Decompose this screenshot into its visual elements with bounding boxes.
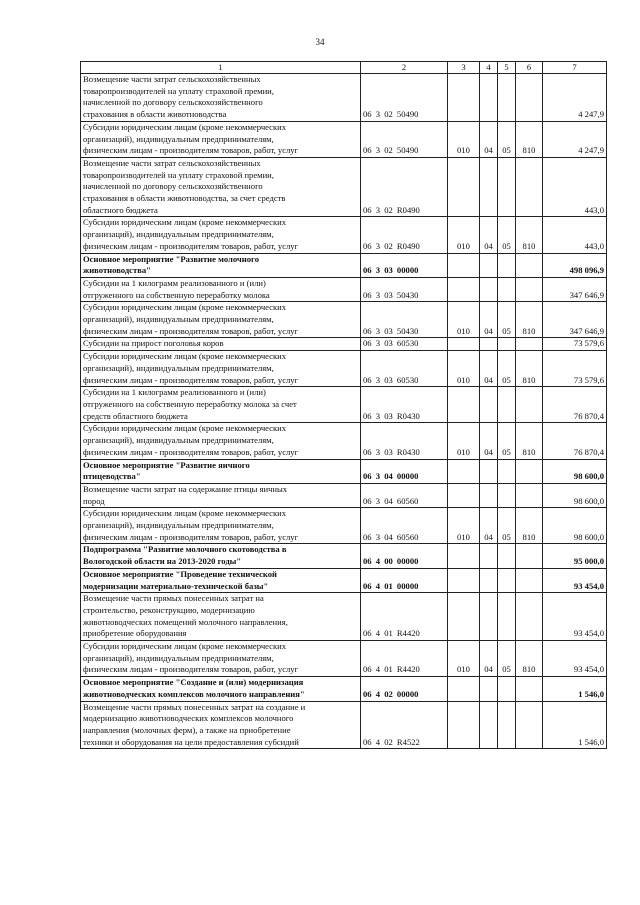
- column-3-cell: [448, 544, 480, 568]
- code-cell: 06 3 02 R0490: [361, 157, 448, 217]
- name-cell: Субсидии юридическим лицам (кроме некоммерческих организаций), индивидуальным предпринимателям, физическим лицам - производителям товаров, работ, услуг: [81, 423, 361, 459]
- column-3-cell: 010: [448, 302, 480, 338]
- column-5-cell: [498, 157, 516, 217]
- header-cell: 6: [516, 62, 543, 74]
- column-5-cell: [498, 568, 516, 592]
- amount-cell: 93 454,0: [543, 641, 607, 677]
- column-5-cell: 05: [498, 423, 516, 459]
- column-6-cell: 810: [516, 217, 543, 253]
- table-row: [81, 544, 607, 568]
- column-6-cell: [516, 74, 543, 122]
- column-6-cell: 810: [516, 641, 543, 677]
- amount-cell: 98 600,0: [543, 459, 607, 483]
- amount-cell: 443,0: [543, 217, 607, 253]
- table-row: [81, 483, 607, 507]
- code-cell: 06 3 03 60530: [361, 338, 448, 351]
- name-cell: Возмещение части затрат сельскохозяйственных товаропроизводителей на уплату страховой премии, начисленной по договору сельскохозяйственного страхования в области животноводства, за счет средств областного бюджета: [81, 157, 361, 217]
- column-5-cell: 05: [498, 302, 516, 338]
- column-4-cell: [480, 338, 498, 351]
- name-cell: Субсидии юридическим лицам (кроме некоммерческих организаций), индивидуальным предпринимателям, физическим лицам - производителям товаров, работ, услуг: [81, 641, 361, 677]
- code-cell: 06 4 01 00000: [361, 568, 448, 592]
- table-row: [81, 508, 607, 544]
- header-cell: 2: [361, 62, 448, 74]
- code-cell: 06 4 02 R4522: [361, 701, 448, 749]
- amount-cell: 93 454,0: [543, 568, 607, 592]
- column-4-cell: [480, 701, 498, 749]
- amount-cell: 1 546,0: [543, 677, 607, 701]
- column-3-cell: 010: [448, 508, 480, 544]
- code-cell: 06 4 01 R4420: [361, 593, 448, 641]
- column-6-cell: 810: [516, 302, 543, 338]
- column-3-cell: [448, 157, 480, 217]
- column-4-cell: [480, 593, 498, 641]
- column-4-cell: 04: [480, 641, 498, 677]
- column-4-cell: 04: [480, 217, 498, 253]
- column-3-cell: [448, 459, 480, 483]
- code-cell: 06 3 03 50430: [361, 277, 448, 301]
- code-cell: 06 3 03 00000: [361, 253, 448, 277]
- name-cell: Основное мероприятие "Развитие яичного птицеводства": [81, 459, 361, 483]
- table-row: [81, 641, 607, 677]
- code-cell: 06 3 03 R0430: [361, 423, 448, 459]
- column-6-cell: 810: [516, 121, 543, 157]
- column-4-cell: 04: [480, 302, 498, 338]
- amount-cell: 347 646,9: [543, 277, 607, 301]
- table-row: [81, 701, 607, 749]
- table-row: [81, 593, 607, 641]
- name-cell: Возмещение части прямых понесенных затрат на строительство, реконструкцию, модернизацию животноводческих помещений молочного направления, приобретение оборудования: [81, 593, 361, 641]
- table-row: [81, 387, 607, 423]
- column-4-cell: [480, 387, 498, 423]
- header-cell: 5: [498, 62, 516, 74]
- name-cell: Основное мероприятие "Создание и (или) модернизация животноводческих комплексов молочного направления": [81, 677, 361, 701]
- column-6-cell: [516, 593, 543, 641]
- budget-table: [80, 61, 607, 749]
- code-cell: 06 3 02 50490: [361, 74, 448, 122]
- column-4-cell: [480, 459, 498, 483]
- amount-cell: 76 870,4: [543, 387, 607, 423]
- table-row: [81, 277, 607, 301]
- column-4-cell: [480, 483, 498, 507]
- amount-cell: 76 870,4: [543, 423, 607, 459]
- amount-cell: 98 600,0: [543, 483, 607, 507]
- column-4-cell: [480, 74, 498, 122]
- table-row: [81, 351, 607, 387]
- name-cell: Основное мероприятие "Развитие молочного животноводства": [81, 253, 361, 277]
- column-3-cell: [448, 677, 480, 701]
- column-6-cell: [516, 544, 543, 568]
- column-6-cell: 810: [516, 423, 543, 459]
- column-3-cell: [448, 701, 480, 749]
- name-cell: Основное мероприятие "Проведение технической модернизации материально-технической базы": [81, 568, 361, 592]
- code-cell: 06 4 01 R4420: [361, 641, 448, 677]
- header-cell: 7: [543, 62, 607, 74]
- column-3-cell: [448, 483, 480, 507]
- amount-cell: 98 600,0: [543, 508, 607, 544]
- header-cell: 4: [480, 62, 498, 74]
- table-row: [81, 677, 607, 701]
- column-3-cell: [448, 74, 480, 122]
- column-3-cell: [448, 253, 480, 277]
- name-cell: Возмещение части затрат на содержание птицы яичных пород: [81, 483, 361, 507]
- amount-cell: 73 579,6: [543, 351, 607, 387]
- table-row: [81, 253, 607, 277]
- column-3-cell: [448, 277, 480, 301]
- code-cell: 06 3 04 00000: [361, 459, 448, 483]
- column-4-cell: 04: [480, 508, 498, 544]
- column-6-cell: 810: [516, 351, 543, 387]
- column-5-cell: [498, 387, 516, 423]
- name-cell: Возмещение части затрат сельскохозяйственных товаропроизводителей на уплату страховой премии, начисленной по договору сельскохозяйственного страхования в области животноводства: [81, 74, 361, 122]
- code-cell: 06 3 02 R0490: [361, 217, 448, 253]
- name-cell: Субсидии юридическим лицам (кроме некоммерческих организаций), индивидуальным предпринимателям, физическим лицам - производителям товаров, работ, услуг: [81, 508, 361, 544]
- column-4-cell: 04: [480, 121, 498, 157]
- column-5-cell: 05: [498, 217, 516, 253]
- column-3-cell: [448, 387, 480, 423]
- header-cell: 1: [81, 62, 361, 74]
- column-5-cell: 05: [498, 641, 516, 677]
- amount-cell: 4 247,9: [543, 74, 607, 122]
- column-4-cell: [480, 568, 498, 592]
- column-6-cell: [516, 157, 543, 217]
- table-row: [81, 74, 607, 122]
- table-row: [81, 302, 607, 338]
- column-4-cell: [480, 677, 498, 701]
- column-5-cell: 05: [498, 508, 516, 544]
- column-3-cell: 010: [448, 121, 480, 157]
- table-row: [81, 121, 607, 157]
- code-cell: 06 3 04 60560: [361, 508, 448, 544]
- table-row: [81, 338, 607, 351]
- column-5-cell: [498, 338, 516, 351]
- amount-cell: 498 096,9: [543, 253, 607, 277]
- column-3-cell: 010: [448, 217, 480, 253]
- code-cell: 06 3 04 60560: [361, 483, 448, 507]
- table-row: [81, 459, 607, 483]
- table-row: [81, 568, 607, 592]
- amount-cell: 4 247,9: [543, 121, 607, 157]
- column-6-cell: [516, 387, 543, 423]
- column-3-cell: 010: [448, 423, 480, 459]
- amount-cell: 93 454,0: [543, 593, 607, 641]
- column-5-cell: [498, 593, 516, 641]
- name-cell: Субсидии на 1 килограмм реализованного и (или) отгруженного на собственную переработку молока за счет средств областного бюджета: [81, 387, 361, 423]
- column-5-cell: 05: [498, 121, 516, 157]
- table-row: [81, 423, 607, 459]
- column-6-cell: 810: [516, 508, 543, 544]
- column-3-cell: [448, 568, 480, 592]
- page-number: 34: [315, 37, 325, 47]
- name-cell: Субсидии юридическим лицам (кроме некоммерческих организаций), индивидуальным предпринимателям, физическим лицам - производителям товаров, работ, услуг: [81, 302, 361, 338]
- column-5-cell: [498, 483, 516, 507]
- table-header-row: [81, 62, 607, 74]
- header-cell: 3: [448, 62, 480, 74]
- name-cell: Субсидии юридическим лицам (кроме некоммерческих организаций), индивидуальным предпринимателям, физическим лицам - производителям товаров, работ, услуг: [81, 351, 361, 387]
- column-5-cell: 05: [498, 351, 516, 387]
- column-3-cell: [448, 593, 480, 641]
- column-6-cell: [516, 677, 543, 701]
- column-4-cell: [480, 277, 498, 301]
- table-row: [81, 157, 607, 217]
- column-6-cell: [516, 459, 543, 483]
- amount-cell: 443,0: [543, 157, 607, 217]
- column-5-cell: [498, 459, 516, 483]
- column-6-cell: [516, 483, 543, 507]
- amount-cell: 95 000,0: [543, 544, 607, 568]
- column-3-cell: 010: [448, 641, 480, 677]
- column-3-cell: 010: [448, 351, 480, 387]
- name-cell: Возмещение части прямых понесенных затрат на создание и модернизацию животноводческих комплексов молочного направления (молочных ферм), а также на приобретение техники и оборудования на цели предоставления субсидий: [81, 701, 361, 749]
- code-cell: 06 4 02 00000: [361, 677, 448, 701]
- amount-cell: 1 546,0: [543, 701, 607, 749]
- column-4-cell: [480, 253, 498, 277]
- amount-cell: 347 646,9: [543, 302, 607, 338]
- column-5-cell: [498, 677, 516, 701]
- code-cell: 06 4 00 00000: [361, 544, 448, 568]
- name-cell: Субсидии на 1 килограмм реализованного и (или) отгруженного на собственную переработку молока: [81, 277, 361, 301]
- code-cell: 06 3 03 60530: [361, 351, 448, 387]
- column-5-cell: [498, 544, 516, 568]
- code-cell: 06 3 03 R0430: [361, 387, 448, 423]
- column-6-cell: [516, 701, 543, 749]
- column-5-cell: [498, 253, 516, 277]
- column-4-cell: 04: [480, 351, 498, 387]
- name-cell: Субсидии на прирост поголовья коров: [81, 338, 361, 351]
- column-4-cell: 04: [480, 423, 498, 459]
- column-3-cell: [448, 338, 480, 351]
- table-row: [81, 217, 607, 253]
- column-6-cell: [516, 568, 543, 592]
- column-4-cell: [480, 157, 498, 217]
- name-cell: Подпрограмма "Развитие молочного скотоводства в Вологодской области на 2013-2020 годы": [81, 544, 361, 568]
- name-cell: Субсидии юридическим лицам (кроме некоммерческих организаций), индивидуальным предпринимателям, физическим лицам - производителям товаров, работ, услуг: [81, 217, 361, 253]
- code-cell: 06 3 03 50430: [361, 302, 448, 338]
- column-5-cell: [498, 74, 516, 122]
- column-5-cell: [498, 701, 516, 749]
- column-6-cell: [516, 277, 543, 301]
- column-6-cell: [516, 338, 543, 351]
- column-4-cell: [480, 544, 498, 568]
- name-cell: Субсидии юридическим лицам (кроме некоммерческих организаций), индивидуальным предпринимателям, физическим лицам - производителям товаров, работ, услуг: [81, 121, 361, 157]
- column-5-cell: [498, 277, 516, 301]
- code-cell: 06 3 02 50490: [361, 121, 448, 157]
- column-6-cell: [516, 253, 543, 277]
- amount-cell: 73 579,6: [543, 338, 607, 351]
